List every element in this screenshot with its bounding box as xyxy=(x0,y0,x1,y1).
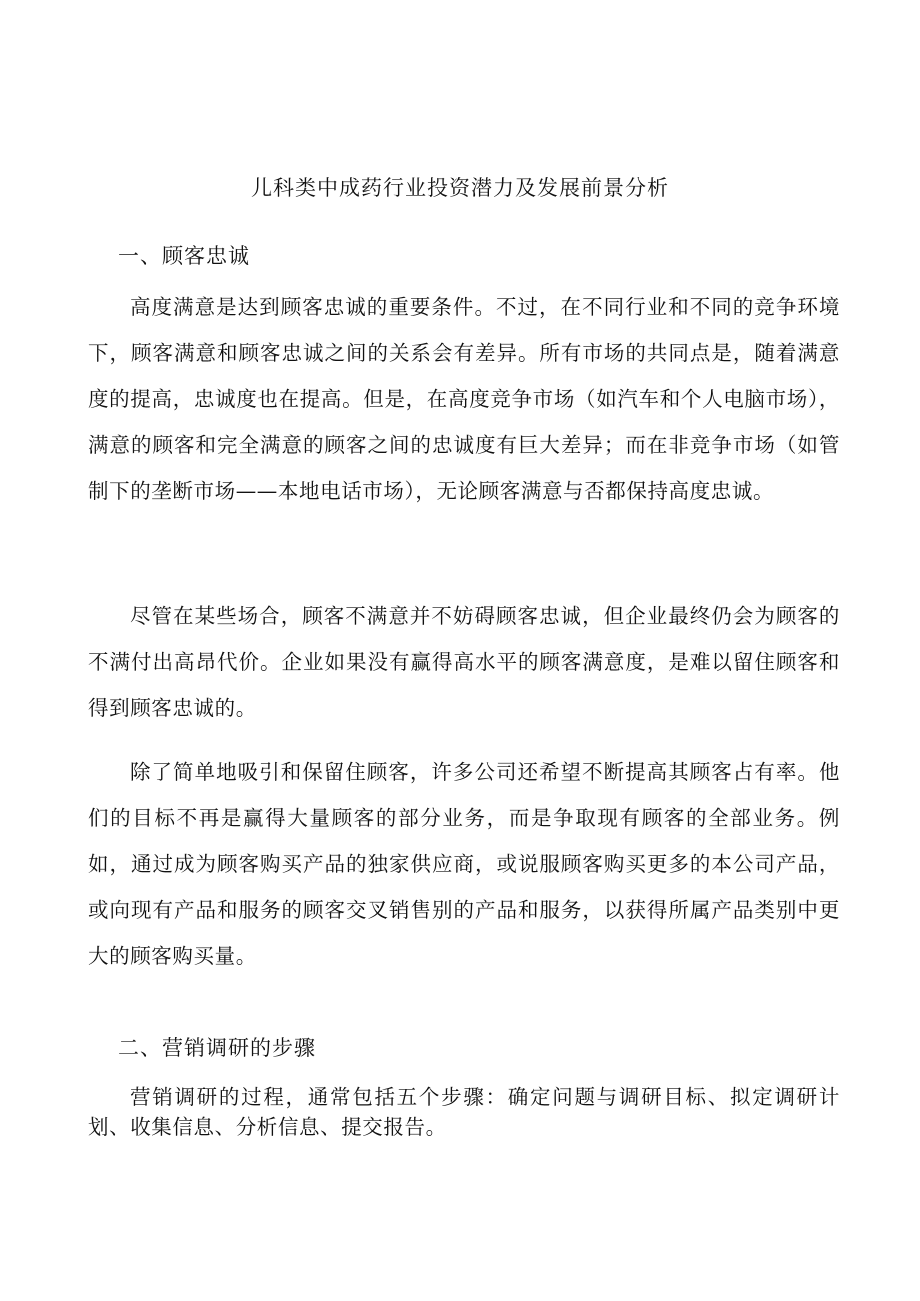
paragraph-customer-share: 除了简单地吸引和保留住顾客，许多公司还希望不断提高其顾客占有率。他们的目标不再是赢得大量顾客的部分业务，而是争取现有顾客的全部业务。例如，通过成为顾客购买产品的独家供应商，或说服顾客购买更多的本公司产品，或向现有产品和服务的顾客交叉销售别的产品和服务，以获得所属产品类别中更大的顾客购买量。 xyxy=(88,760,840,968)
section-heading-research-steps: 二、营销调研的步骤 xyxy=(118,1036,316,1060)
document-title: 儿科类中成药行业投资潜力及发展前景分析 xyxy=(251,176,669,200)
section-heading-customer-loyalty: 一、顾客忠诚 xyxy=(118,244,250,268)
paragraph-research-steps: 营销调研的过程，通常包括五个步骤：确定问题与调研目标、拟定调研计划、收集信息、分析信息、提交报告。 xyxy=(88,1085,840,1139)
paragraph-satisfaction-loyalty: 高度满意是达到顾客忠诚的重要条件。不过，在不同行业和不同的竞争环境下，顾客满意和顾客忠诚之间的关系会有差异。所有市场的共同点是，随着满意度的提高，忠诚度也在提高。但是，在高度竞争市场（如汽车和个人电脑市场），满意的顾客和完全满意的顾客之间的忠诚度有巨大差异；而在非竞争市场（如管制下的垄断市场——本地电话市场），无论顾客满意与否都保持高度忠诚。 xyxy=(88,295,840,503)
paragraph-dissatisfaction-cost: 尽管在某些场合，顾客不满意并不妨碍顾客忠诚，但企业最终仍会为顾客的不满付出高昂代价。企业如果没有赢得高水平的顾客满意度，是难以留住顾客和得到顾客忠诚的。 xyxy=(88,604,840,720)
